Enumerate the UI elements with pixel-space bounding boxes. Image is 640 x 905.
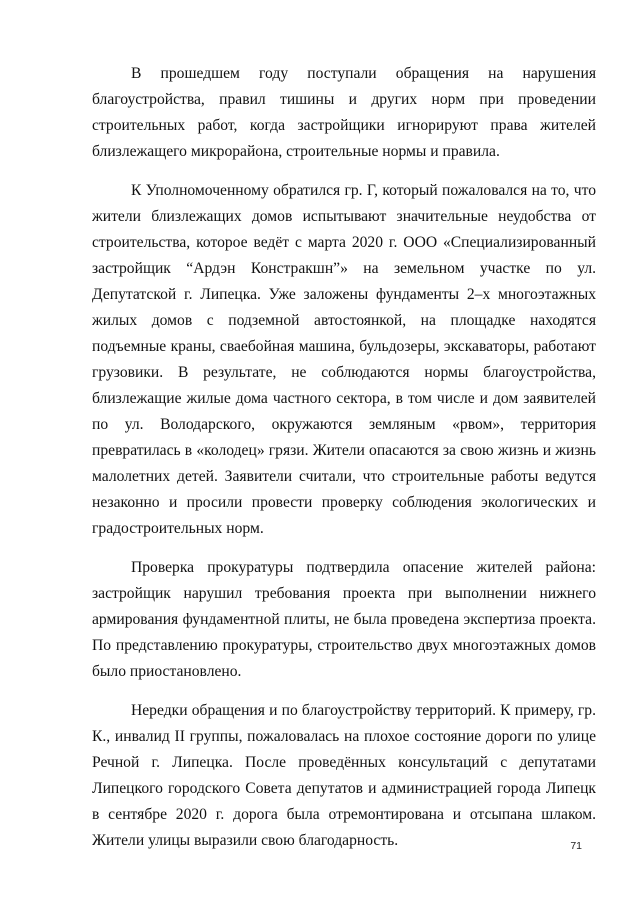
paragraph-prosecutor-check: Проверка прокуратуры подтвердила опасение жителей района: застройщик нарушил требования проекта при выполнении нижнего армирования фундаментной плиты, не была проведена экспертиза проекта. По представлению прокуратуры, строительство двух многоэтажных домов было приостановлено.	[92, 559, 596, 680]
paragraph-citizen-g-complaint: К Уполномоченному обратился гр. Г, который пожаловался на то, что жители близлежащих домов испытывают значительные неудобства от строительства, которое ведёт с марта 2020 г. ООО «Специализированный застройщик “Ардэн Констракшн”» на земельном участке по ул. Депутатской г. Липецка. Уже заложены фундаменты 2–х многоэтажных жилых домов с подземной автостоянкой, на площадке находятся подъемные краны, сваебойная машина, бульдозеры, экскаваторы, работают грузовики. В результате, не соблюдаются нормы благоустройства, близлежащие жилые дома частного сектора, в том числе и дом заявителей по ул. Володарского, окружаются земляным «рвом», территория превратилась в «колодец» грязи. Жители опасаются за свою жизнь и жизнь малолетних детей. Заявители считали, что строительные работы ведутся незаконно и просили провести проверку соблюдения экологических и градостроительных норм.	[92, 182, 596, 537]
paragraph-road-repair: Нередки обращения и по благоустройству территорий. К примеру, гр. К., инвалид II группы, пожаловалась на плохое состояние дороги по улице Речной г. Липецка. После проведённых консультаций с депутатами Липецкого городского Совета депутатов и администрацией города Липецк в сентябре 2020 г. дорога была отремонтирована и отсыпана шлаком. Жители улицы выразили свою благодарность.	[92, 702, 596, 849]
page-number: 71	[570, 840, 582, 852]
page-body	[92, 61, 596, 867]
paragraph-complaints-construction: В прошедшем году поступали обращения на нарушения благоустройства, правил тишины и других норм при проведении строительных работ, когда застройщики игнорируют права жителей близлежащего микрорайона, строительные нормы и правила.	[92, 65, 596, 160]
